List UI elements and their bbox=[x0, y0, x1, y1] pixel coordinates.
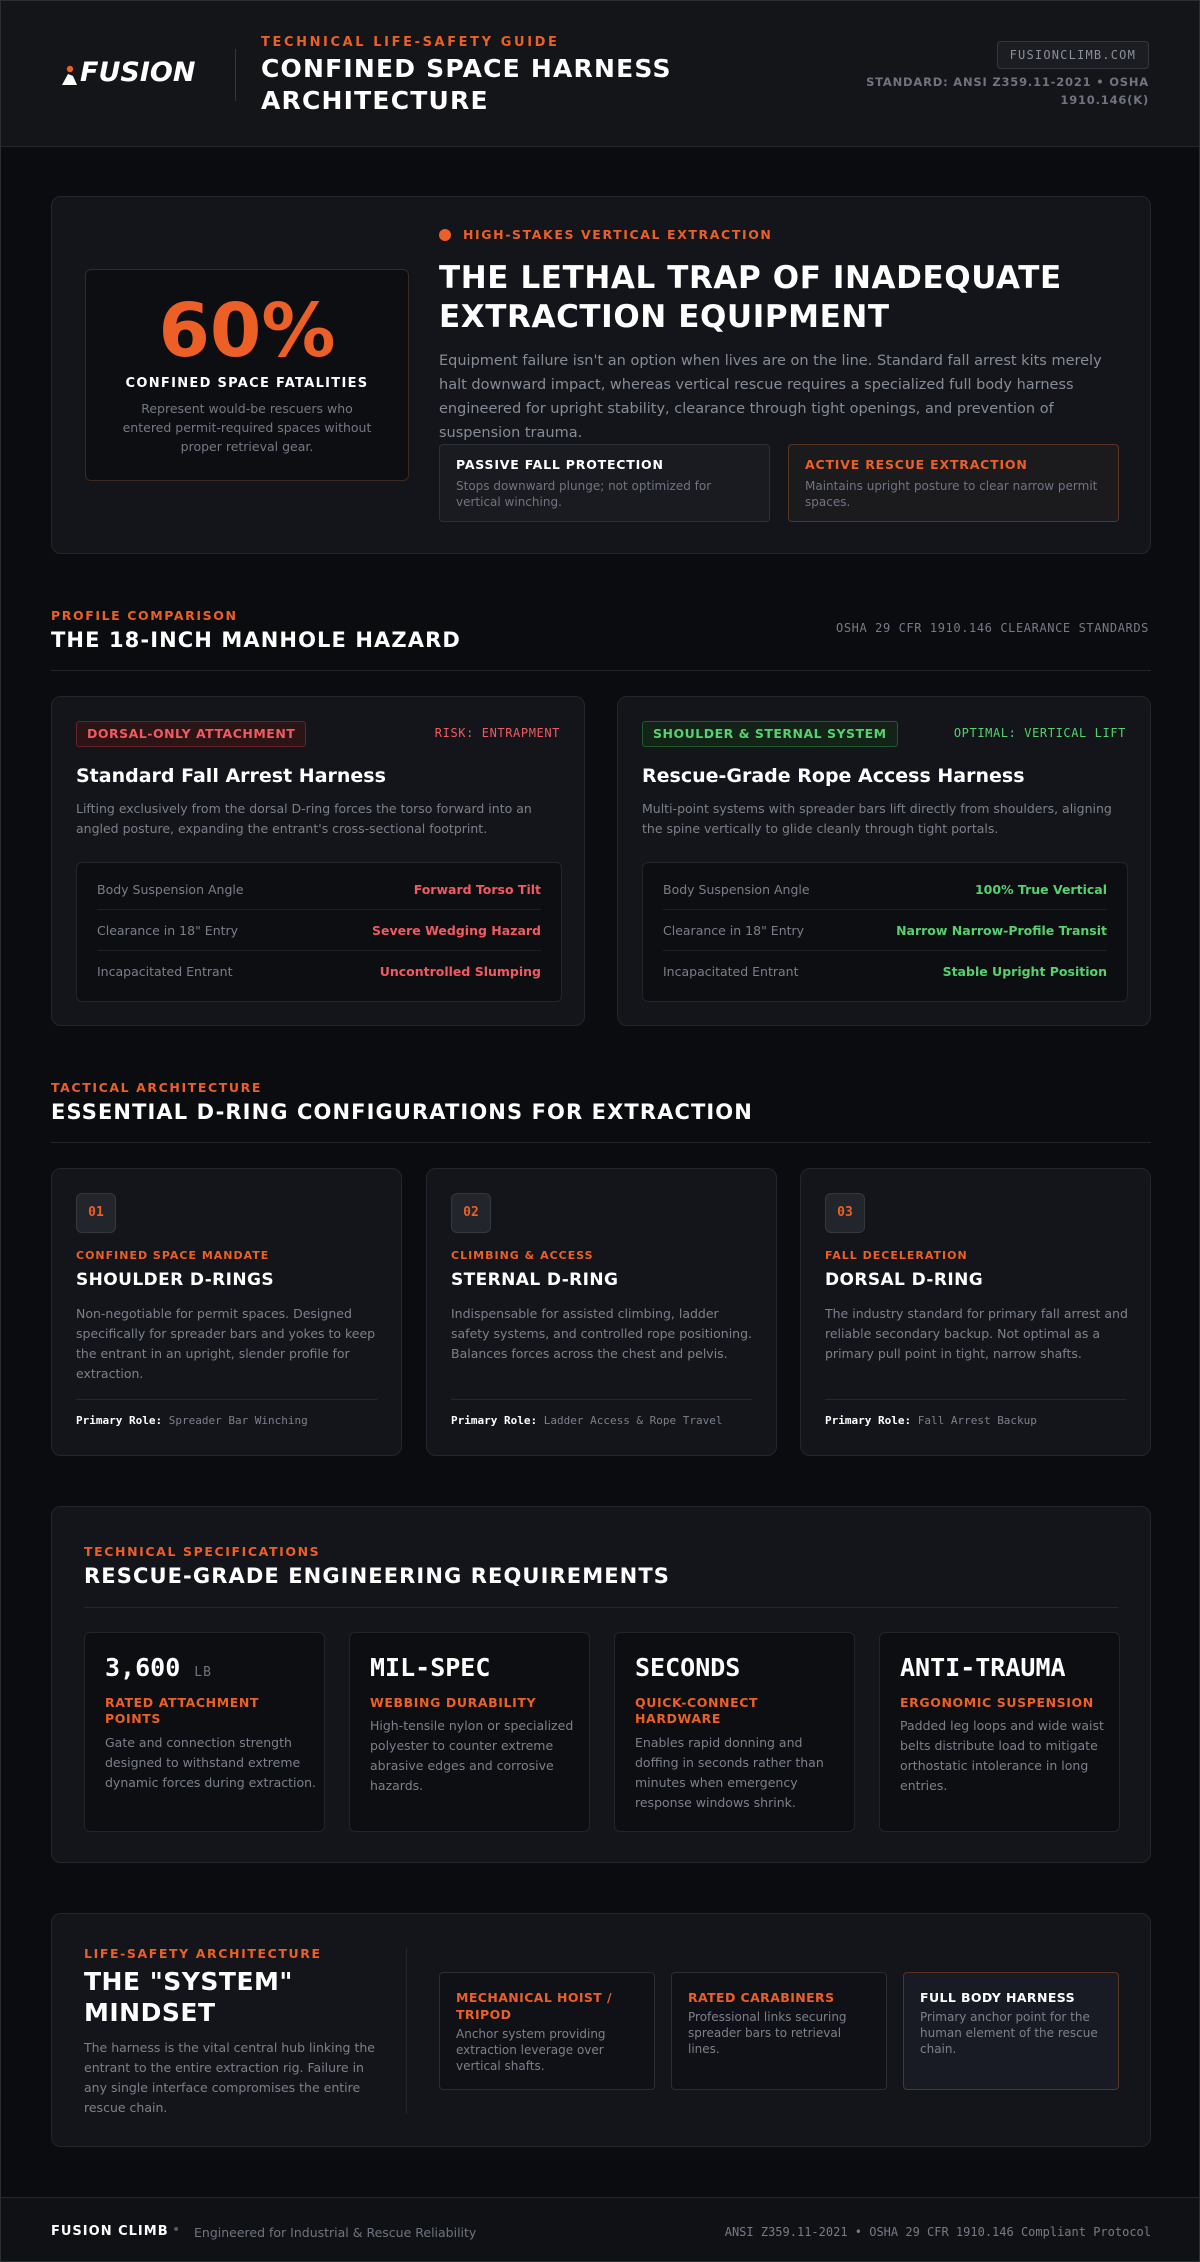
active-title: ACTIVE RESCUE EXTRACTION bbox=[805, 457, 1028, 472]
fusion-logo[interactable] bbox=[59, 57, 195, 88]
active-extraction-box bbox=[788, 444, 1119, 522]
comparison-table bbox=[76, 862, 562, 1002]
spec-tile bbox=[84, 1632, 325, 1832]
role-label: Primary Role: bbox=[451, 1414, 538, 1427]
dring-card bbox=[426, 1168, 777, 1456]
spec-unit: LB bbox=[194, 1665, 212, 1680]
divider bbox=[825, 1399, 1126, 1400]
system-title: THE "SYSTEM" MINDSET bbox=[84, 1967, 293, 2027]
harness-desc: Multi-point systems with spreader bars lift directly from shoulders, aligning the spine vertically to glide cleanly through tight portals. bbox=[642, 801, 1112, 836]
divider bbox=[76, 1399, 377, 1400]
header-divider bbox=[235, 49, 236, 101]
spec-tile bbox=[879, 1632, 1120, 1832]
row-value: Forward Torso Tilt bbox=[413, 881, 541, 897]
dring-role bbox=[825, 1414, 1037, 1427]
spec-desc: Enables rapid donning and doffing in seconds rather than minutes when emergency response windows shrink. bbox=[635, 1735, 824, 1810]
dring-number: 03 bbox=[825, 1193, 865, 1233]
table-row bbox=[97, 910, 541, 951]
specs-kicker: TECHNICAL SPECIFICATIONS bbox=[84, 1544, 321, 1559]
standard-harness-card bbox=[51, 696, 585, 1026]
dring-title: DORSAL D-RING bbox=[825, 1270, 984, 1290]
spec-tile bbox=[349, 1632, 590, 1832]
spec-desc: Gate and connection strength designed to withstand extreme dynamic forces during extraction. bbox=[105, 1735, 317, 1790]
header-kicker: TECHNICAL LIFE-SAFETY GUIDE bbox=[261, 35, 560, 50]
table-row bbox=[663, 869, 1107, 910]
row-value: Stable Upright Position bbox=[942, 964, 1107, 979]
row-key: Body Suspension Angle bbox=[97, 881, 244, 897]
risk-label: OPTIMAL: VERTICAL LIFT bbox=[953, 726, 1126, 740]
system-component-box-highlight bbox=[903, 1972, 1119, 2090]
standard-note: STANDARD: ANSI Z359.11-2021 • OSHA 1910.146(K) bbox=[866, 75, 1149, 107]
system-card bbox=[51, 1913, 1151, 2147]
spec-label: RATED ATTACHMENT POINTS bbox=[105, 1695, 260, 1726]
component-desc: Primary anchor point for the human element of the rescue chain. bbox=[920, 2010, 1098, 2056]
page-title: CONFINED SPACE HARNESS ARCHITECTURE bbox=[261, 54, 672, 115]
row-key: Clearance in 18" Entry bbox=[663, 922, 805, 938]
component-title: MECHANICAL HOIST / TRIPOD bbox=[456, 1990, 612, 2022]
passive-desc: Stops downward plunge; not optimized for vertical winching. bbox=[456, 479, 712, 509]
role-value: Spreader Bar Winching bbox=[168, 1414, 308, 1427]
active-desc: Maintains upright posture to clear narrow permit spaces. bbox=[805, 479, 1098, 509]
table-row bbox=[663, 951, 1107, 992]
comparison-standard: OSHA 29 CFR 1910.146 CLEARANCE STANDARDS bbox=[836, 621, 1149, 635]
component-desc: Anchor system providing extraction leverage over vertical shafts. bbox=[456, 2027, 606, 2073]
dring-desc: Non-negotiable for permit spaces. Designed specifically for spreader bars and yokes to keep the entrant in an upright, slender profile for extraction. bbox=[76, 1306, 376, 1381]
row-key: Clearance in 18" Entry bbox=[97, 922, 239, 938]
climber-icon bbox=[59, 62, 79, 84]
dring-role bbox=[451, 1414, 723, 1427]
attachment-badge: SHOULDER & STERNAL SYSTEM bbox=[642, 721, 898, 747]
dring-card bbox=[51, 1168, 402, 1456]
comparison-table bbox=[642, 862, 1128, 1002]
dring-desc: Indispensable for assisted climbing, ladder safety systems, and controlled rope positioning. Balances forces across the chest and pelvis. bbox=[451, 1306, 753, 1361]
role-value: Ladder Access & Rope Travel bbox=[543, 1414, 723, 1427]
spec-label: ERGONOMIC SUSPENSION bbox=[900, 1695, 1094, 1710]
spec-value-text: 3,600 bbox=[105, 1653, 181, 1682]
dring-role bbox=[76, 1414, 308, 1427]
harness-title: Rescue-Grade Rope Access Harness bbox=[642, 765, 1025, 787]
table-row bbox=[97, 951, 541, 992]
status-dot-icon bbox=[439, 229, 451, 241]
role-label: Primary Role: bbox=[825, 1414, 912, 1427]
passive-title: PASSIVE FALL PROTECTION bbox=[456, 457, 664, 472]
dring-number: 01 bbox=[76, 1193, 116, 1233]
specs-card bbox=[51, 1506, 1151, 1863]
site-link-badge[interactable]: FUSIONCLIMB.COM bbox=[997, 41, 1149, 69]
dring-title: STERNAL D-RING bbox=[451, 1270, 619, 1290]
spec-desc: Padded leg loops and wide waist belts distribute load to mitigate orthostatic intolerance in long entries. bbox=[900, 1718, 1104, 1793]
dring-card bbox=[800, 1168, 1151, 1456]
hero-title: THE LETHAL TRAP OF INADEQUATE EXTRACTION EQUIPMENT bbox=[439, 260, 1062, 335]
hero-kicker bbox=[439, 227, 773, 242]
row-value: Uncontrolled Slumping bbox=[379, 964, 541, 979]
site-footer bbox=[1, 2197, 1200, 2262]
system-component-box bbox=[439, 1972, 655, 2090]
spec-label: WEBBING DURABILITY bbox=[370, 1695, 537, 1710]
rescue-harness-card bbox=[617, 696, 1151, 1026]
dring-number: 02 bbox=[451, 1193, 491, 1233]
spec-value: MIL-SPEC bbox=[370, 1653, 491, 1682]
logo-wordmark: FUSION bbox=[80, 57, 196, 88]
section-divider bbox=[51, 670, 1151, 671]
comparison-kicker: PROFILE COMPARISON bbox=[51, 608, 238, 623]
spec-value: SECONDS bbox=[635, 1653, 741, 1682]
drings-kicker: TACTICAL ARCHITECTURE bbox=[51, 1080, 263, 1095]
stat-label: CONFINED SPACE FATALITIES bbox=[125, 376, 369, 391]
dring-kicker: FALL DECELERATION bbox=[825, 1249, 968, 1262]
system-desc: The harness is the vital central hub linking the entrant to the entire extraction rig. Failure in any single interface compromises the entire rescue chain. bbox=[84, 2040, 375, 2115]
component-title: FULL BODY HARNESS bbox=[920, 1990, 1075, 2005]
row-key: Body Suspension Angle bbox=[663, 881, 810, 897]
divider bbox=[84, 1607, 1118, 1608]
dring-title: SHOULDER D-RINGS bbox=[76, 1270, 275, 1290]
system-kicker: LIFE-SAFETY ARCHITECTURE bbox=[84, 1946, 322, 1961]
stat-value: 60% bbox=[158, 288, 336, 374]
passive-protection-box bbox=[439, 444, 770, 522]
vertical-divider bbox=[406, 1948, 407, 2114]
site-header bbox=[1, 1, 1199, 147]
spec-value: ANTI-TRAUMA bbox=[900, 1653, 1066, 1682]
role-value: Fall Arrest Backup bbox=[917, 1414, 1037, 1427]
spec-tile bbox=[614, 1632, 855, 1832]
fatality-stat-box bbox=[85, 269, 409, 481]
table-row bbox=[663, 910, 1107, 951]
harness-desc: Lifting exclusively from the dorsal D-ring forces the torso forward into an angled posture, expanding the entrant's cross-sectional footprint. bbox=[76, 801, 532, 836]
hero-card bbox=[51, 196, 1151, 554]
row-value: 100% True Vertical bbox=[974, 881, 1107, 897]
component-desc: Professional links securing spreader bars to retrieval lines. bbox=[688, 2010, 847, 2056]
row-value: Severe Wedging Hazard bbox=[371, 922, 541, 938]
system-component-box bbox=[671, 1972, 887, 2090]
row-key: Incapacitated Entrant bbox=[663, 964, 799, 979]
specs-title: RESCUE-GRADE ENGINEERING REQUIREMENTS bbox=[84, 1564, 670, 1588]
spec-desc: High-tensile nylon or specialized polyester to counter extreme abrasive edges and corrosive hazards. bbox=[370, 1718, 574, 1793]
drings-title: ESSENTIAL D-RING CONFIGURATIONS FOR EXTRACTION bbox=[51, 1100, 753, 1124]
table-row bbox=[97, 869, 541, 910]
spec-label: QUICK-CONNECT HARDWARE bbox=[635, 1695, 759, 1726]
dring-kicker: CONFINED SPACE MANDATE bbox=[76, 1249, 270, 1262]
footer-tagline: Engineered for Industrial & Rescue Reliability bbox=[194, 2225, 477, 2240]
row-value: Narrow Narrow-Profile Transit bbox=[896, 922, 1107, 938]
footer-separator: • bbox=[172, 2222, 181, 2238]
component-title: RATED CARABINERS bbox=[688, 1990, 835, 2005]
attachment-badge: DORSAL-ONLY ATTACHMENT bbox=[76, 721, 306, 747]
risk-label: RISK: ENTRAPMENT bbox=[434, 726, 560, 740]
footer-compliance: ANSI Z359.11-2021 • OSHA 29 CFR 1910.146 Compliant Protocol bbox=[724, 2225, 1151, 2239]
harness-title: Standard Fall Arrest Harness bbox=[76, 765, 386, 787]
divider bbox=[451, 1399, 752, 1400]
spec-value bbox=[105, 1653, 212, 1682]
row-key: Incapacitated Entrant bbox=[97, 964, 233, 979]
role-label: Primary Role: bbox=[76, 1414, 163, 1427]
section-divider bbox=[51, 1142, 1151, 1143]
footer-brand[interactable]: FUSION CLIMB bbox=[51, 2224, 169, 2239]
dring-kicker: CLIMBING & ACCESS bbox=[451, 1249, 594, 1262]
stat-description: Represent would-be rescuers who entered permit-required spaces without proper retrieval gear. bbox=[122, 401, 372, 454]
hero-kicker-text: HIGH-STAKES VERTICAL EXTRACTION bbox=[463, 227, 773, 242]
dring-desc: The industry standard for primary fall arrest and reliable secondary backup. Not optimal as a primary pull point in tight, narrow shafts. bbox=[825, 1306, 1128, 1361]
hero-paragraph: Equipment failure isn't an option when lives are on the line. Standard fall arrest kits merely halt downward impact, whereas vertical rescue requires a specialized full body harness engineered for upright stability, clearance through tight openings, and prevention of suspension trauma. bbox=[439, 353, 1102, 441]
comparison-title: THE 18-INCH MANHOLE HAZARD bbox=[51, 628, 461, 652]
